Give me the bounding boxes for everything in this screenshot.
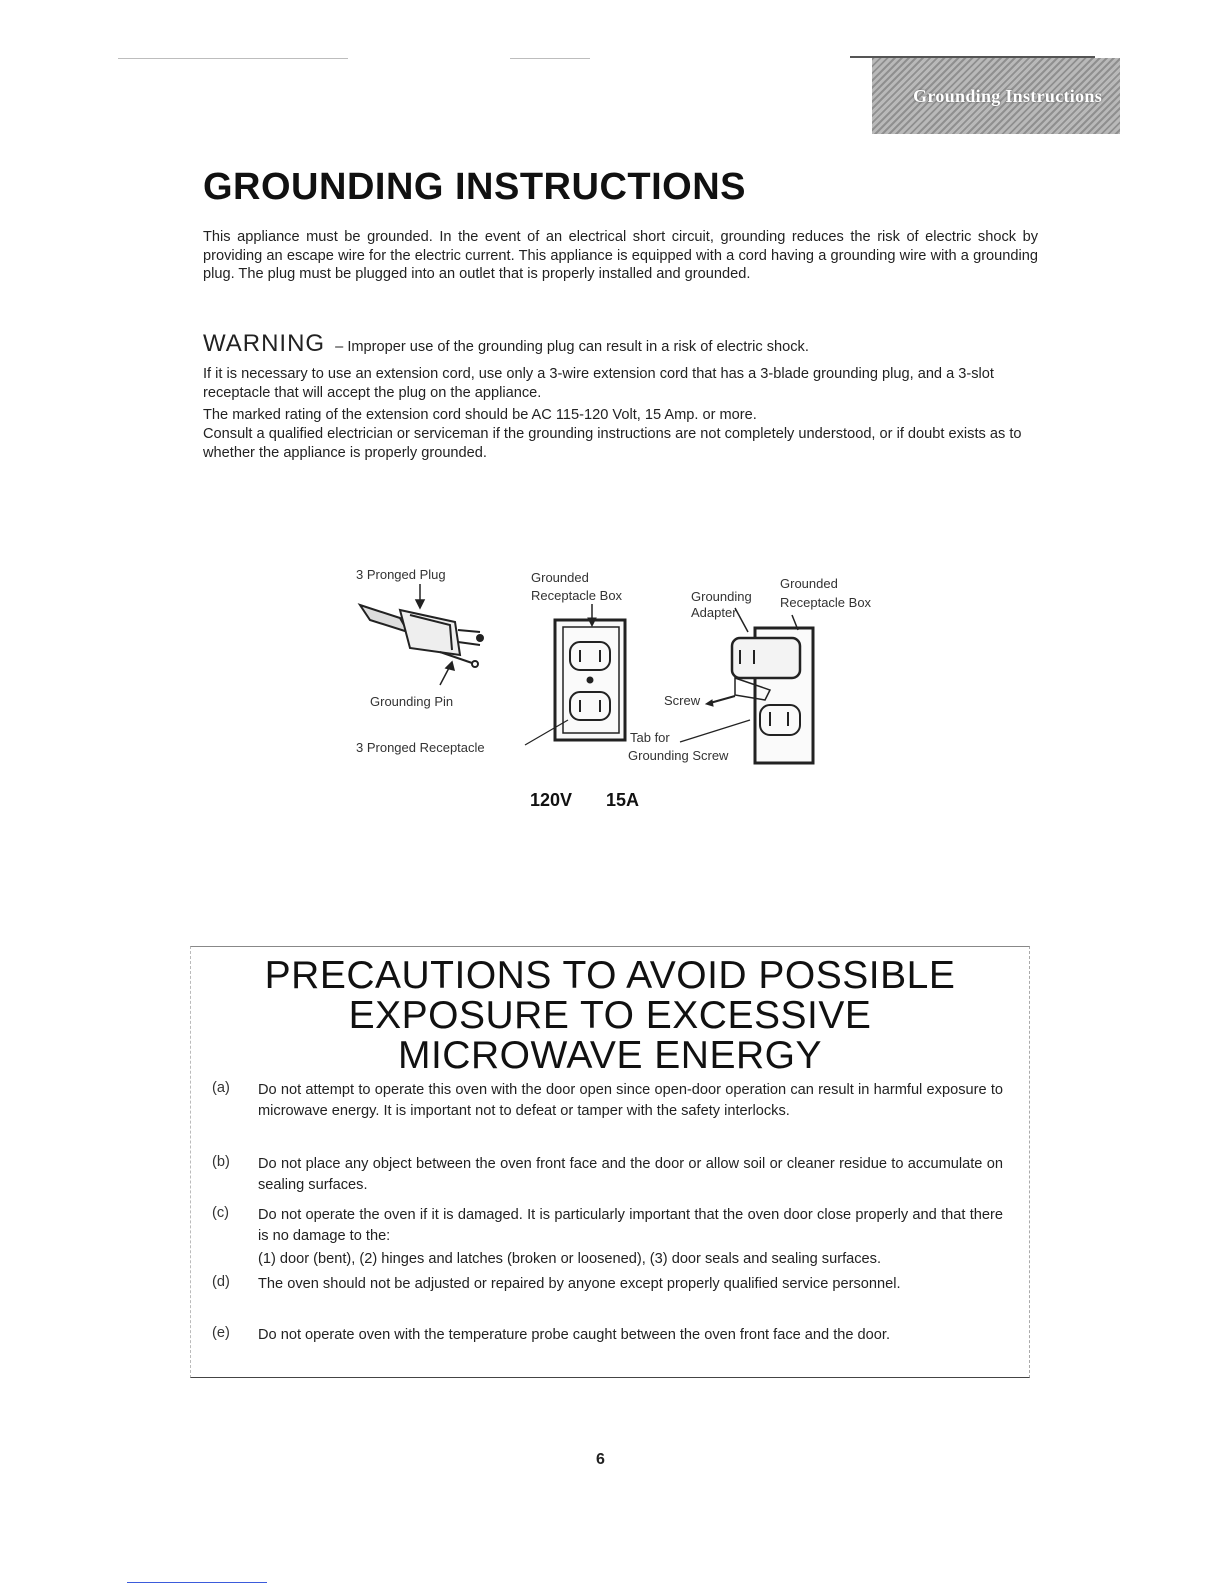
label-screw: Screw — [664, 693, 701, 708]
label-receptacle-box-1-line1: Grounded — [531, 570, 589, 585]
precautions-title-line2: EXPOSURE TO EXCESSIVE — [348, 994, 872, 1037]
bottom-rule — [127, 1582, 267, 1583]
precautions-title-line3: MICROWAVE ENERGY — [397, 1034, 823, 1077]
page-number: 6 — [596, 1451, 605, 1468]
warning-extension-cord: If it is necessary to use an extension cord, use only a 3-wire extension cord that has a 3-blade grounding plug, and a 3-slot receptacle that will accept the plug on the appliance. — [203, 366, 994, 401]
precaution-item-d: The oven should not be adjusted or repaired by anyone except properly qualified service personnel. — [258, 1276, 901, 1292]
receptacle-box-1 — [525, 604, 625, 745]
precautions-title-line1: PRECAUTIONS TO AVOID POSSIBLE — [264, 954, 956, 997]
precautions-title — [230, 956, 990, 1076]
voltage-rating: 120V — [530, 790, 573, 810]
label-tab-line1: Tab for — [630, 730, 670, 745]
precaution-item-c: Do not operate the oven if it is damaged. It is particularly important that the oven door close properly and that there is no damage to the: — [258, 1207, 1003, 1244]
precaution-item-b: Do not place any object between the oven front face and the door or allow soil or cleaner residue to accumulate on sealing surfaces. — [258, 1156, 1003, 1193]
precaution-letter-c: (c) — [212, 1205, 230, 1221]
intro-paragraph: This appliance must be grounded. In the event of an electrical short circuit, grounding reduces the risk of electric shock by providing an escape wire for the electric current. This appliance is equipped with a cord having a grounding wire with a grounding plug. The plug must be plugged into an outlet that is properly installed and grounded. — [203, 229, 1038, 282]
label-receptacle-box-2-line2: Receptacle Box — [780, 595, 872, 610]
label-pronged-receptacle: 3 Pronged Receptacle — [356, 740, 485, 755]
warning-line — [203, 330, 809, 358]
precaution-item-a: Do not attempt to operate this oven with the door open since open-door operation can result in harmful exposure to microwave energy. It is important not to defeat or tamper with the safety interlocks. — [258, 1082, 1003, 1119]
label-pronged-plug: 3 Pronged Plug — [356, 567, 446, 582]
page-title: GROUNDING INSTRUCTIONS — [203, 166, 746, 208]
precaution-item-e: Do not operate oven with the temperature probe caught between the oven front face and the door. — [258, 1327, 891, 1343]
label-tab-line2: Grounding Screw — [628, 748, 729, 763]
header-rule-mid — [510, 58, 590, 59]
precaution-letter-b: (b) — [212, 1154, 230, 1170]
precaution-letter-d: (d) — [212, 1274, 230, 1290]
label-adapter-line1: Grounding — [691, 589, 752, 604]
label-adapter-line2: Adapter — [691, 605, 737, 620]
precaution-item-c-sub: (1) door (bent), (2) hinges and latches (broken or loosened), (3) door seals and sealing surfaces. — [258, 1251, 881, 1267]
section-tab — [872, 58, 1120, 134]
header-rule-left — [118, 58, 348, 59]
amperage-rating: 15A — [606, 790, 640, 810]
precaution-letter-e: (e) — [212, 1325, 230, 1341]
section-tab-label: Grounding Instructions — [913, 85, 1102, 106]
label-receptacle-box-2-line1: Grounded — [780, 576, 838, 591]
warning-consult: Consult a qualified electrician or serviceman if the grounding instructions are not completely understood, or if doubt exists as to whether the appliance is properly grounded. — [203, 426, 1022, 461]
warning-label: WARNING — [203, 330, 326, 357]
label-grounding-pin: Grounding Pin — [370, 694, 454, 709]
warning-rating: The marked rating of the extension cord should be AC 115-120 Volt, 15 Amp. or more. — [203, 407, 757, 423]
warning-lead: – Improper use of the grounding plug can result in a risk of electric shock. — [335, 339, 809, 355]
plug-illustration — [360, 605, 483, 667]
receptacle-box-2 — [680, 608, 813, 763]
precaution-letter-a: (a) — [212, 1080, 230, 1096]
label-receptacle-box-1-line2: Receptacle Box — [531, 588, 623, 603]
